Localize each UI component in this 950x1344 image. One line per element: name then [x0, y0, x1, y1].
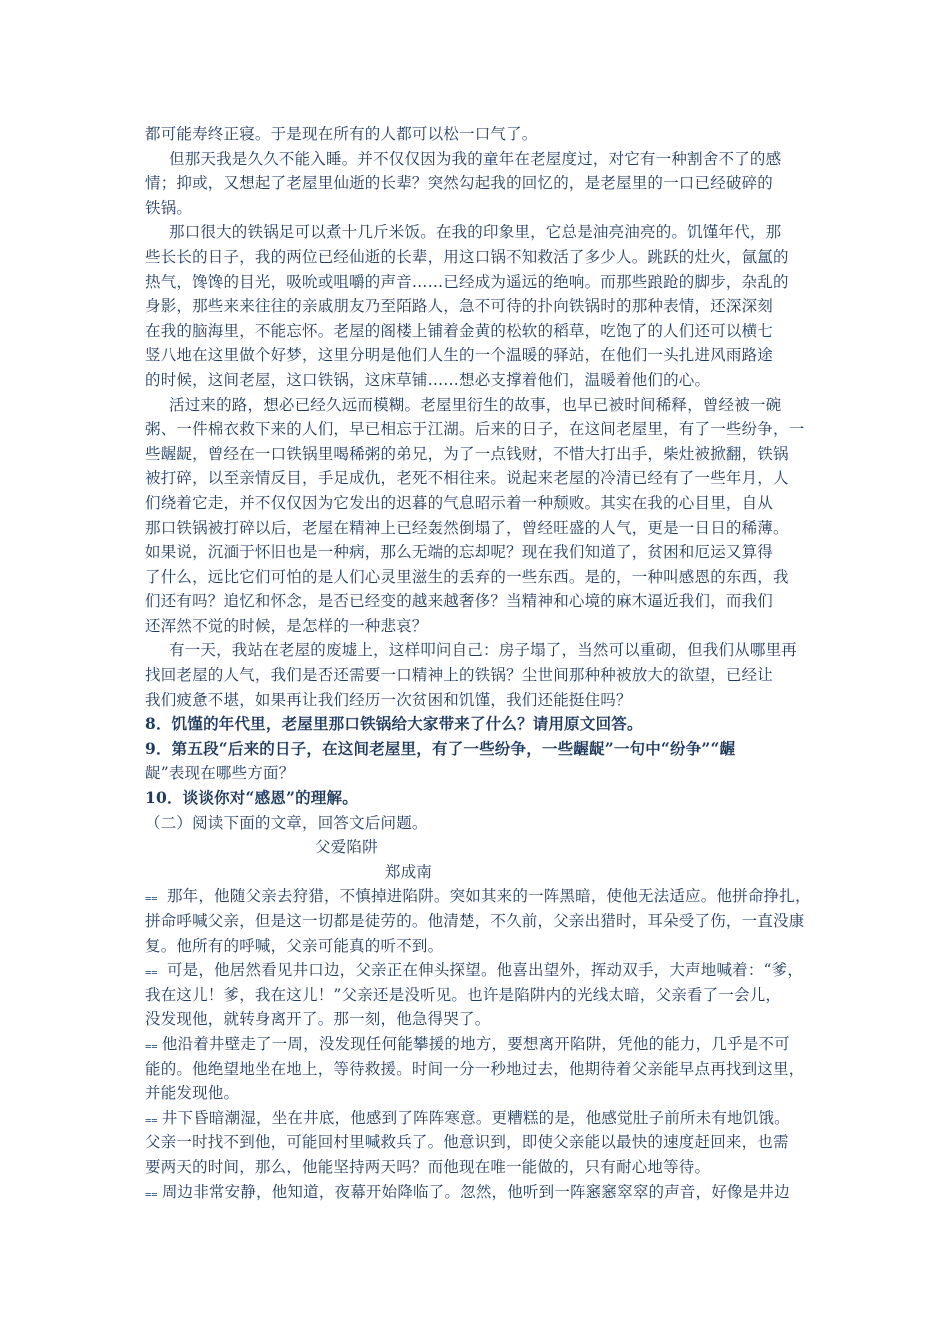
line-text: 井下昏暗潮湿，坐在井底，他感到了阵阵寒意。更糟糕的是，他感觉肚子前所未有地饥饿。 — [161, 1108, 790, 1127]
text-line — [145, 786, 810, 811]
text-line — [145, 1155, 810, 1180]
text-line — [145, 663, 810, 688]
text-line — [145, 1130, 810, 1155]
line-text: 那口很大的铁锅足可以煮十几斤米饭。在我的印象里，它总是油亮油亮的。饥馑年代，那 — [169, 223, 782, 242]
paragraph-marker-icon: ⩵ — [145, 1038, 158, 1052]
line-text: 在我的脑海里，不能忘怀。老屋的阁楼上铺着金黄的松软的稻草，吃饱了的人们还可以横七 — [145, 321, 774, 340]
text-line — [145, 761, 810, 786]
text-line — [145, 909, 810, 934]
line-text: 我在这儿！爹，我在这儿！”父亲还是没听见。也许是陷阱内的光线太暗，父亲看了一会儿， — [145, 985, 782, 1004]
line-text: 但那天我是久久不能入睡。并不仅仅因为我的童年在老屋度过，对它有一种割舍不了的感 — [169, 149, 782, 168]
text-line — [145, 319, 810, 344]
line-text: 9．第五段“后来的日子，在这间老屋里，有了一些纷争，一些龌龊”一句中“纷争”“龌 — [145, 738, 736, 758]
text-line — [145, 270, 810, 295]
line-text: 要两天的时间，那么，他能坚持两天吗？而他现在唯一能做的，只有耐心地等待。 — [145, 1157, 711, 1176]
text-line — [145, 688, 810, 713]
text-line — [145, 1106, 810, 1131]
text-line — [145, 860, 810, 885]
text-line — [145, 958, 810, 983]
line-text: 那年，他随父亲去狩猎，不慎掉进陷阱。突如其来的一阵黑暗，使他无法适应。他拼命挣扎， — [161, 887, 811, 906]
line-text: 8．饥馑的年代里，老屋里那口铁锅给大家带来了什么？请用原文回答。 — [145, 714, 643, 734]
text-line — [145, 1180, 810, 1205]
line-text: 了什么，远比它们可怕的是人们心灵里滋生的丢弃的一些东西。是的，一种叫感恩的东西，我 — [145, 567, 789, 586]
line-text: 情；抑或，又想起了老屋里仙逝的长辈？突然勾起我的回忆的，是老屋里的一口已经破碎的 — [145, 174, 774, 193]
line-text: 复。他所有的呼喊，父亲可能真的听不到。 — [145, 936, 444, 955]
line-text: 粥、一件棉衣救下来的人们，早已相忘于江湖。后来的日子，在这间老屋里，有了一些纷争，一 — [145, 420, 805, 439]
text-line — [145, 196, 810, 221]
line-text: 他沿着井壁走了一周，没发现任何能攀援的地方，要想离开陷阱，凭他的能力，几乎是不可 — [161, 1034, 790, 1053]
line-text: 竖八地在这里做个好梦，这里分明是他们人生的一个温暖的驿站，在他们一头扎进风雨路途 — [145, 346, 774, 365]
line-text: 郑成南 — [385, 862, 433, 881]
line-text: 周边非常安静，他知道，夜幕开始降临了。忽然，他听到一阵窸窸窣窣的声音，好像是井边 — [161, 1182, 790, 1201]
line-text: 被打碎，以至亲情反目，手足成仇，老死不相往来。说起来老屋的冷清已经有了一些年月，人 — [145, 469, 789, 488]
line-text: 并能发现他。 — [145, 1084, 240, 1103]
text-line — [145, 171, 810, 196]
text-line — [145, 1057, 810, 1082]
text-line — [145, 442, 810, 467]
line-text: 可是，他居然看见井口边，父亲正在伸头探望。他喜出望外，挥动双手，大声地喊着：“爹， — [161, 961, 804, 980]
line-text: 的时候，这间老屋，这口铁锅，这床草铺……想必支撑着他们，温暖着他们的心。 — [145, 370, 711, 389]
line-text: 那口铁锅被打碎以后，老屋在精神上已经轰然倒塌了，曾经旺盛的人气，更是一日日的稀薄。 — [145, 518, 789, 537]
paragraph-marker-icon: ⩵ — [145, 1186, 158, 1200]
text-line — [145, 1032, 810, 1057]
text-line — [145, 1007, 810, 1032]
line-text: 些龌龊，曾经在一口铁锅里喝稀粥的弟兄，为了一点钱财，不惜大打出手，柴灶被掀翻，铁锅 — [145, 444, 789, 463]
line-text: 热气，馋馋的目光，吸吮或咀嚼的声音……已经成为遥远的绝响。而那些踉跄的脚步，杂乱的 — [145, 272, 789, 291]
text-line — [145, 245, 810, 270]
line-text: 些长长的日子，我的两位已经仙逝的长辈，用这口锅不知救活了多少人。跳跃的灶火，氤氲的 — [145, 247, 789, 266]
text-line — [145, 811, 810, 836]
text-line — [145, 884, 810, 909]
text-line — [145, 516, 810, 541]
line-text: （二）阅读下面的文章，回答文后问题。 — [145, 813, 428, 832]
text-line — [145, 122, 810, 147]
text-line — [145, 417, 810, 442]
line-text: 身影，那些来来往往的亲戚朋友乃至陌路人，急不可待的扑向铁锅时的那种表情，还深深刻 — [145, 297, 774, 316]
line-text: 都可能寿终正寝。于是现在所有的人都可以松一口气了。 — [145, 125, 538, 143]
paragraph-marker-icon: ⩵ — [145, 965, 158, 979]
text-line — [145, 491, 810, 516]
text-line — [145, 540, 810, 565]
line-text: 拼命呼喊父亲，但是这一切都是徒劳的。他清楚，不久前，父亲出猎时，耳朵受了伤，一直没康 — [145, 912, 805, 930]
text-line — [145, 737, 810, 762]
text-line — [145, 614, 810, 639]
text-line — [145, 466, 810, 491]
text-line — [145, 589, 810, 614]
text-line — [145, 934, 810, 959]
line-text: 父亲一时找不到他，可能回村里喊救兵了。他意识到，即使父亲能以最快的速度赶回来，也需 — [145, 1133, 789, 1152]
text-line — [145, 638, 810, 663]
document-body — [145, 122, 810, 1204]
line-text: 龊”表现在哪些方面？ — [145, 764, 295, 783]
text-line — [145, 712, 810, 737]
text-line — [145, 343, 810, 368]
line-text: 铁锅。 — [145, 198, 193, 217]
text-line — [145, 1081, 810, 1106]
text-line — [145, 220, 810, 245]
line-text: 10．谈谈你对“感恩”的理解。 — [145, 788, 358, 808]
text-line — [145, 565, 810, 590]
line-text: 找回老屋的人气，我们是否还需要一口精神上的铁锅？尘世间那种种被放大的欲望，已经让 — [145, 666, 774, 685]
text-line — [145, 368, 810, 393]
text-line — [145, 294, 810, 319]
text-line — [145, 835, 810, 860]
line-text: 父爱陷阱 — [315, 838, 378, 857]
line-text: 活过来的路，想必已经久远而模糊。老屋里衍生的故事，也早已被时间稀释，曾经被一碗 — [169, 395, 782, 414]
text-line — [145, 983, 810, 1008]
line-text: 没发现他，就转身离开了。那一刻，他急得哭了。 — [145, 1010, 491, 1029]
line-text: 们还有吗？追忆和怀念，是否已经变的越来越奢侈？当精神和心境的麻木逼近我们，而我们 — [145, 592, 774, 611]
line-text: 能的。他绝望地坐在地上，等待救援。时间一分一秒地过去，他期待着父亲能早点再找到这里， — [145, 1059, 805, 1078]
line-text: 如果说，沉湎于怀旧也是一种病，那么无端的忘却呢？现在我们知道了，贫困和厄运又算得 — [145, 543, 774, 562]
line-text: 还浑然不觉的时候，是怎样的一种悲哀？ — [145, 616, 428, 635]
paragraph-marker-icon: ⩵ — [145, 891, 158, 905]
line-text: 们绕着它走，并不仅仅因为它发出的迟暮的气息昭示着一种颓败。其实在我的心目里，自从 — [145, 493, 774, 512]
line-text: 我们疲惫不堪，如果再让我们经历一次贫困和饥馑，我们还能挺住吗？ — [145, 690, 632, 709]
text-line — [145, 147, 810, 172]
text-line — [145, 393, 810, 418]
line-text: 有一天，我站在老屋的废墟上，这样叩问自己：房子塌了，当然可以重砌，但我们从哪里再 — [169, 641, 798, 660]
paragraph-marker-icon: ⩵ — [145, 1112, 158, 1126]
